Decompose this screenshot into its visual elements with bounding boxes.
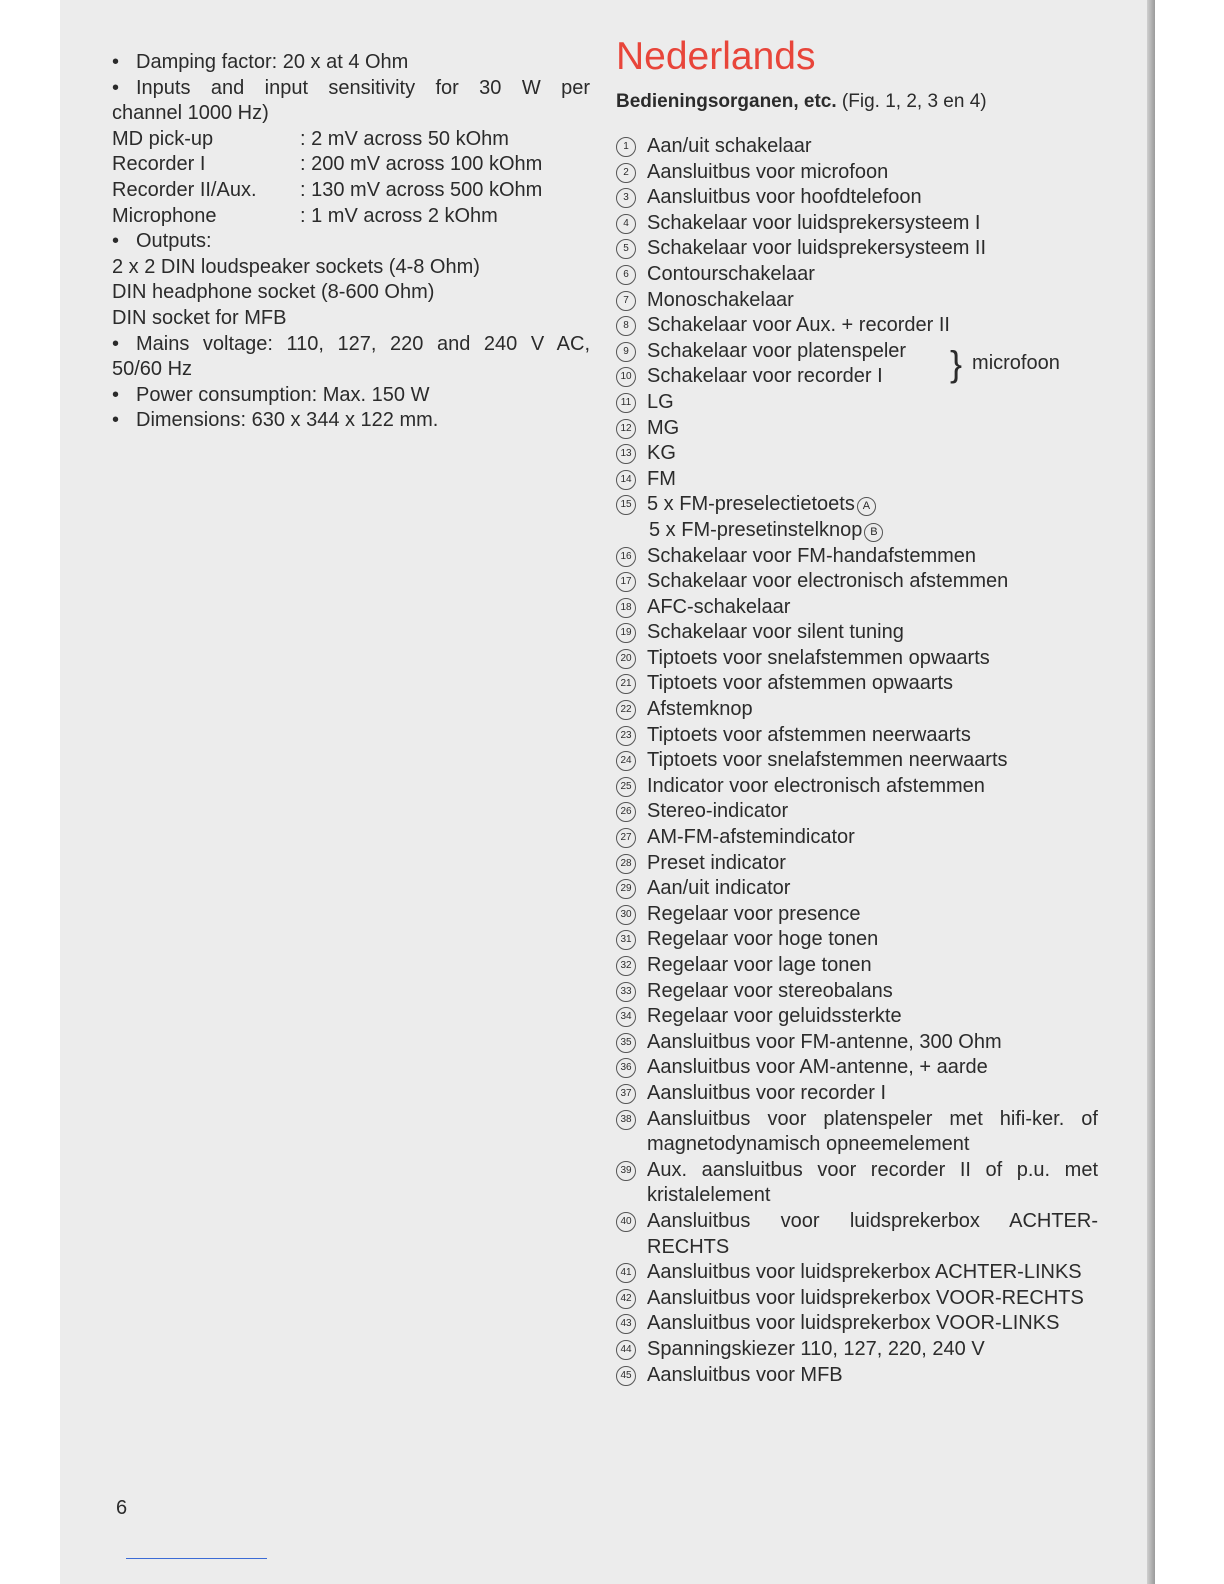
control-item [616,1286,1098,1312]
control-item [616,236,1098,262]
item-label: LG [647,390,674,413]
item-label: Stereo-indicator [647,800,789,823]
section-subtitle [616,90,1098,114]
controls-column [616,34,1098,1388]
control-item [616,1158,1098,1209]
control-item [616,1081,1098,1107]
item-text [647,1311,1098,1337]
item-number-circle: 2 [616,163,636,183]
spec-label: MD pick-up [112,127,214,150]
spec-outputs: • Outputs: [112,229,590,255]
control-item [616,288,1098,314]
item-number-circle: 24 [616,751,636,771]
item-label: Aansluitbus voor FM-antenne, 300 Ohm [647,1030,1002,1053]
item-label: Spanningskiezer 110, 127, 220, 240 V [647,1337,985,1360]
control-item [616,313,1098,339]
item-text [647,441,1098,467]
control-item [616,1337,1098,1363]
item-label: Regelaar voor stereobalans [647,979,893,1002]
control-item [616,262,1098,288]
page-spine-shadow [1147,0,1155,1584]
item-text [647,825,1098,851]
control-item [616,723,1098,749]
item-number-circle: 23 [616,726,636,746]
item-text [647,134,1098,160]
item-number-circle: 30 [616,905,636,925]
control-item [616,569,1098,595]
item-label: AM-FM-afstemindicator [647,826,855,849]
brace-label: microfoon [972,352,1060,375]
item-label: Tiptoets voor snelafstemmen opwaarts [647,646,990,669]
item-label: Aansluitbus voor AM-antenne, + aarde [647,1056,988,1079]
item-label: Preset indicator [647,851,786,874]
item-text [647,262,1098,288]
item-text [647,927,1098,953]
item-text [647,799,1098,825]
subtitle-bold: Bedieningsorganen, etc. [616,91,837,112]
item-label: Regelaar voor geluidssterkte [647,1005,902,1028]
item-label: Schakelaar voor electronisch afstemmen [647,570,1009,593]
item-text [647,620,1098,646]
item-label: Aansluitbus voor luidsprekerbox VOOR-LINKS [647,1312,1060,1335]
control-item [616,1209,1098,1260]
item-label: Schakelaar voor Aux. + recorder II [647,314,950,337]
item-label: Aansluitbus voor luidsprekerbox ACHTER-RECHTS [647,1209,1098,1258]
control-item [616,620,1098,646]
item-number-circle: 6 [616,265,636,285]
control-item [616,1107,1098,1158]
page-number: 6 [116,1497,128,1519]
section-title: Nederlands [616,35,816,78]
spec-row [112,127,590,153]
control-item [616,953,1098,979]
item-number-circle: 31 [616,930,636,950]
item-label: Aan/uit indicator [647,877,791,900]
item-number-circle: 26 [616,802,636,822]
spec-label: Microphone [112,204,217,227]
control-item [616,134,1098,160]
control-item [616,441,1098,467]
item-number-circle: 9 [616,342,636,362]
item-number-circle: 34 [616,1007,636,1027]
item-label: 5 x FM-presetinstelknop [649,518,863,541]
item-text [647,160,1098,186]
spec-dimensions: • Dimensions: 630 x 344 x 122 mm. [112,408,590,434]
item-text [647,723,1098,749]
item-label: Aansluitbus voor recorder I [647,1081,887,1104]
item-label: Contourschakelaar [647,262,815,285]
spec-mains-line1: • Mains voltage: 110, 127, 220 and 240 V AC, [112,332,590,358]
item-number-circle: 21 [616,674,636,694]
item-number-circle: 1 [616,137,636,157]
item-label: 5 x FM-preselectietoets [647,493,855,516]
control-item [616,799,1098,825]
brace-symbol: } [950,343,963,385]
item-text [647,467,1098,493]
control-item [616,774,1098,800]
item-number-circle: 35 [616,1033,636,1053]
item-number-circle: 42 [616,1289,636,1309]
output-line: DIN socket for MFB [112,306,287,329]
item-label: Tiptoets voor afstemmen neerwaarts [647,723,971,746]
output-line: 2 x 2 DIN loudspeaker sockets (4-8 Ohm) [112,255,480,278]
item-number-circle: 3 [616,188,636,208]
item-text [647,492,1098,518]
item-label: Aansluitbus voor luidsprekerbox VOOR-RECHTS [647,1286,1084,1309]
item-label: Regelaar voor presence [647,902,861,925]
spec-row [112,204,590,230]
item-label: Regelaar voor hoge tonen [647,928,879,951]
item-text [647,236,1098,262]
item-text [647,851,1098,877]
item-number-circle: 13 [616,444,636,464]
item-text [647,390,1098,416]
spec-damping: • Damping factor: 20 x at 4 Ohm [112,50,590,76]
item-text [647,902,1098,928]
item-label: Aansluitbus voor microfoon [647,160,889,183]
item-label: Schakelaar voor FM-handafstemmen [647,544,977,567]
item-label: KG [647,442,676,465]
item-number-circle: 19 [616,623,636,643]
item-text [647,671,1098,697]
item-mark-circle: B [864,523,883,542]
spec-value: : 2 mV across 50 kOhm [300,127,509,150]
item-label: Tiptoets voor afstemmen opwaarts [647,672,954,695]
subtitle-figures: (Fig. 1, 2, 3 en 4) [836,91,987,112]
item-text [647,876,1098,902]
item-number-circle: 33 [616,982,636,1002]
item-text [647,953,1098,979]
item-number-circle: 7 [616,291,636,311]
spec-value: : 130 mV across 500 kOhm [300,178,543,201]
item-text [647,748,1098,774]
item-number-circle: 12 [616,419,636,439]
item-text [647,1209,1098,1260]
spec-inputs-line2: channel 1000 Hz) [112,102,269,125]
item-text [647,416,1098,442]
item-text [647,1337,1098,1363]
spec-power: • Power consumption: Max. 150 W [112,383,590,409]
item-text [647,1363,1098,1389]
item-text [647,313,1098,339]
item-label: Aansluitbus voor platenspeler met hifi-ker. of magnetodynamisch opneemelement [647,1107,1098,1156]
control-item [616,595,1098,621]
item-label: Aansluitbus voor MFB [647,1363,843,1386]
item-text [647,1004,1098,1030]
control-item [616,1363,1098,1389]
spec-inputs-line1: • Inputs and input sensitivity for 30 W per [112,76,590,102]
item-text [647,1107,1098,1158]
item-number-circle: 20 [616,649,636,669]
control-item-subline [616,518,1098,544]
item-text [647,569,1098,595]
microphone-input-group [616,339,1098,390]
item-number-circle: 4 [616,214,636,234]
item-label: Aan/uit schakelaar [647,135,812,157]
control-item [616,492,1098,518]
item-text [647,211,1098,237]
item-mark-circle: A [857,497,876,516]
control-item [616,544,1098,570]
controls-list [616,134,1098,1388]
outputs-list [112,255,590,332]
control-item [616,646,1098,672]
spec-label: Recorder II/Aux. [112,178,257,201]
control-item [616,467,1098,493]
item-number-circle: 45 [616,1366,636,1386]
item-text [647,697,1098,723]
control-item [616,390,1098,416]
control-item [616,697,1098,723]
control-item [616,416,1098,442]
item-label: MG [647,416,680,439]
item-label: Schakelaar voor silent tuning [647,621,904,644]
item-number-circle: 29 [616,879,636,899]
control-item [616,979,1098,1005]
control-item [616,1260,1098,1286]
item-text [647,774,1098,800]
item-number-circle: 41 [616,1263,636,1283]
item-number-circle: 25 [616,777,636,797]
item-number-circle: 43 [616,1314,636,1334]
output-line: DIN headphone socket (8-600 Ohm) [112,281,435,304]
item-number-circle: 38 [616,1110,636,1130]
item-label: Afstemknop [647,698,753,721]
item-number-circle: 14 [616,470,636,490]
footer-link-underline [126,1558,267,1559]
item-number-circle: 11 [616,393,636,413]
item-number-circle: 28 [616,854,636,874]
control-item [616,185,1098,211]
item-number-circle: 10 [616,367,636,387]
spec-row [112,178,590,204]
spec-value: : 1 mV across 2 kOhm [300,204,498,227]
control-item [616,851,1098,877]
item-text [647,1055,1098,1081]
item-number-circle: 37 [616,1084,636,1104]
control-item [616,902,1098,928]
control-item [616,1030,1098,1056]
specifications-column [112,50,590,434]
control-item [616,671,1098,697]
item-text [647,1286,1098,1312]
item-text [647,1081,1098,1107]
item-label: Tiptoets voor snelafstemmen neerwaarts [647,749,1008,772]
item-text [647,544,1098,570]
item-number-circle: 27 [616,828,636,848]
item-label: Schakelaar voor recorder I [647,365,883,388]
item-text [647,1158,1098,1209]
item-number-circle: 8 [616,316,636,336]
item-text [647,1260,1098,1286]
item-label: Aansluitbus voor luidsprekerbox ACHTER-LINKS [647,1261,1082,1284]
item-number-circle: 22 [616,700,636,720]
item-label: Schakelaar voor platenspeler [647,339,907,362]
item-text [647,185,1098,211]
item-label: Schakelaar voor luidsprekersysteem I [647,211,981,234]
control-item [616,748,1098,774]
item-number-circle: 40 [616,1212,636,1232]
item-number-circle: 44 [616,1340,636,1360]
input-sensitivity-table [112,127,590,229]
brace-annotation [950,339,1060,390]
item-label: Regelaar voor lage tonen [647,954,872,976]
control-item [616,211,1098,237]
item-number-circle: 17 [616,572,636,592]
item-label: FM [647,467,676,490]
item-label: Indicator voor electronisch afstemmen [647,774,985,797]
control-item [616,876,1098,902]
item-number-circle: 16 [616,547,636,567]
control-item [616,1004,1098,1030]
item-number-circle: 5 [616,239,636,259]
control-item [616,1055,1098,1081]
item-text [647,646,1098,672]
item-number-circle: 15 [616,495,636,515]
control-item [616,160,1098,186]
item-text [647,1030,1098,1056]
spec-row [112,152,590,178]
control-item [616,927,1098,953]
item-label: Monoschakelaar [647,288,794,311]
item-text [647,979,1098,1005]
item-label: Schakelaar voor luidsprekersysteem II [647,237,987,260]
spec-label: Recorder I [112,153,206,176]
spec-value: : 200 mV across 100 kOhm [300,153,543,176]
control-item [616,825,1098,851]
item-text [647,288,1098,314]
item-label: AFC-schakelaar [647,595,791,618]
spec-mains-line2: 50/60 Hz [112,358,193,381]
item-number-circle: 18 [616,598,636,618]
item-label: Aux. aansluitbus voor recorder II of p.u. met kristalelement [647,1158,1098,1207]
item-number-circle: 32 [616,956,636,976]
item-label: Aansluitbus voor hoofdtelefoon [647,186,922,209]
item-number-circle: 36 [616,1058,636,1078]
control-item [616,1311,1098,1337]
item-number-circle: 39 [616,1161,636,1181]
item-text [647,595,1098,621]
